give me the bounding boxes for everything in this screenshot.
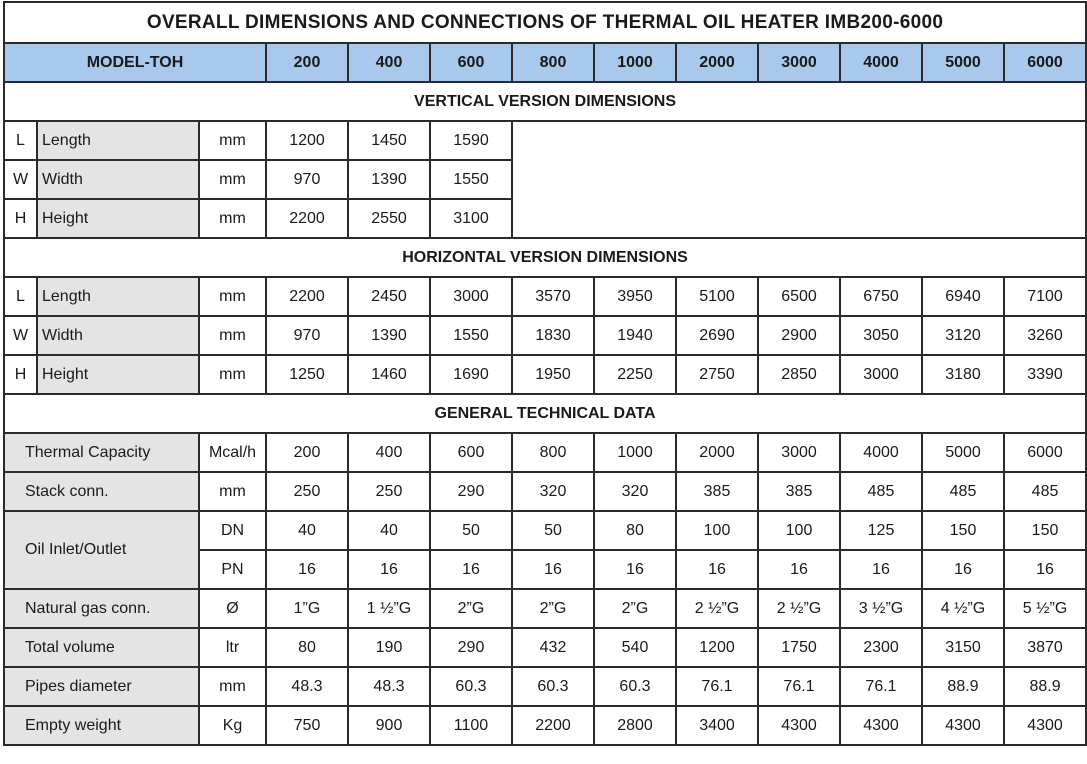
unit-cell: mm: [199, 667, 266, 706]
model-column-header: 600: [430, 43, 512, 82]
value-cell: 2550: [348, 199, 430, 238]
table-row: [4, 706, 1086, 745]
table-row: [4, 589, 1086, 628]
value-cell: 1550: [430, 160, 512, 199]
model-column-header: 200: [266, 43, 348, 82]
section-heading: GENERAL TECHNICAL DATA: [4, 394, 1086, 433]
value-cell: 4300: [922, 706, 1004, 745]
value-cell: 485: [840, 472, 922, 511]
model-column-header: 400: [348, 43, 430, 82]
value-cell: 16: [430, 550, 512, 589]
unit-cell: mm: [199, 277, 266, 316]
value-cell: 3100: [430, 199, 512, 238]
model-column-header: 3000: [758, 43, 840, 82]
value-cell: 385: [758, 472, 840, 511]
value-cell: 400: [348, 433, 430, 472]
value-cell: 2”G: [594, 589, 676, 628]
value-cell: 1100: [430, 706, 512, 745]
value-cell: 2900: [758, 316, 840, 355]
value-cell: 1200: [676, 628, 758, 667]
table-title: OVERALL DIMENSIONS AND CONNECTIONS OF THERMAL OIL HEATER IMB200-6000: [4, 2, 1086, 43]
model-column-header: 800: [512, 43, 594, 82]
section-heading-row: [4, 82, 1086, 121]
value-cell: 2750: [676, 355, 758, 394]
model-column-header: 4000: [840, 43, 922, 82]
value-cell: 7100: [1004, 277, 1086, 316]
table-row: [4, 667, 1086, 706]
unit-cell: DN: [199, 511, 266, 550]
section-heading-row: [4, 238, 1086, 277]
value-cell: 6750: [840, 277, 922, 316]
table-row: [4, 511, 1086, 550]
value-cell: 540: [594, 628, 676, 667]
value-cell: 2200: [512, 706, 594, 745]
value-cell: 88.9: [922, 667, 1004, 706]
value-cell: 200: [266, 433, 348, 472]
unit-cell: mm: [199, 121, 266, 160]
value-cell: 3260: [1004, 316, 1086, 355]
table-row: [4, 355, 1086, 394]
value-cell: 2250: [594, 355, 676, 394]
section-heading: HORIZONTAL VERSION DIMENSIONS: [4, 238, 1086, 277]
value-cell: 600: [430, 433, 512, 472]
value-cell: 2850: [758, 355, 840, 394]
table-row: [4, 472, 1086, 511]
value-cell: 50: [430, 511, 512, 550]
value-cell: 1000: [594, 433, 676, 472]
row-label: Pipes diameter: [4, 667, 199, 706]
value-cell: 2200: [266, 199, 348, 238]
value-cell: 16: [594, 550, 676, 589]
value-cell: 150: [922, 511, 1004, 550]
value-cell: 3150: [922, 628, 1004, 667]
value-cell: 5000: [922, 433, 1004, 472]
unit-cell: mm: [199, 355, 266, 394]
value-cell: 88.9: [1004, 667, 1086, 706]
value-cell: 190: [348, 628, 430, 667]
value-cell: 4000: [840, 433, 922, 472]
value-cell: 2 ½”G: [758, 589, 840, 628]
dimension-key: L: [4, 277, 37, 316]
value-cell: 485: [922, 472, 1004, 511]
value-cell: 800: [512, 433, 594, 472]
row-label: Oil Inlet/Outlet: [4, 511, 199, 589]
value-cell: 5100: [676, 277, 758, 316]
value-cell: 2 ½”G: [676, 589, 758, 628]
value-cell: 48.3: [266, 667, 348, 706]
value-cell: 750: [266, 706, 348, 745]
row-label: Stack conn.: [4, 472, 199, 511]
value-cell: 6000: [1004, 433, 1086, 472]
value-cell: 3000: [758, 433, 840, 472]
model-header: MODEL-TOH: [4, 43, 266, 82]
value-cell: 290: [430, 628, 512, 667]
value-cell: 2800: [594, 706, 676, 745]
value-cell: 76.1: [676, 667, 758, 706]
row-label: Width: [37, 160, 199, 199]
unit-cell: mm: [199, 160, 266, 199]
unit-cell: mm: [199, 472, 266, 511]
value-cell: 250: [266, 472, 348, 511]
dimension-key: L: [4, 121, 37, 160]
model-column-header: 6000: [1004, 43, 1086, 82]
value-cell: 1200: [266, 121, 348, 160]
value-cell: 1550: [430, 316, 512, 355]
unit-cell: Mcal/h: [199, 433, 266, 472]
value-cell: 3120: [922, 316, 1004, 355]
unit-cell: Ø: [199, 589, 266, 628]
value-cell: 1390: [348, 160, 430, 199]
value-cell: 60.3: [430, 667, 512, 706]
value-cell: 2200: [266, 277, 348, 316]
value-cell: 320: [512, 472, 594, 511]
value-cell: 3180: [922, 355, 1004, 394]
section-heading: VERTICAL VERSION DIMENSIONS: [4, 82, 1086, 121]
value-cell: 3000: [840, 355, 922, 394]
value-cell: 60.3: [512, 667, 594, 706]
section-heading-row: [4, 394, 1086, 433]
value-cell: 250: [348, 472, 430, 511]
value-cell: 2”G: [512, 589, 594, 628]
value-cell: 16: [676, 550, 758, 589]
row-label: Width: [37, 316, 199, 355]
model-column-header: 2000: [676, 43, 758, 82]
value-cell: 1”G: [266, 589, 348, 628]
value-cell: 150: [1004, 511, 1086, 550]
value-cell: 4300: [758, 706, 840, 745]
value-cell: 900: [348, 706, 430, 745]
value-cell: 125: [840, 511, 922, 550]
value-cell: 76.1: [840, 667, 922, 706]
row-label: Natural gas conn.: [4, 589, 199, 628]
value-cell: 3400: [676, 706, 758, 745]
value-cell: 1250: [266, 355, 348, 394]
value-cell: 40: [266, 511, 348, 550]
value-cell: 48.3: [348, 667, 430, 706]
value-cell: 3 ½”G: [840, 589, 922, 628]
value-cell: 80: [266, 628, 348, 667]
dimension-key: W: [4, 316, 37, 355]
value-cell: 16: [512, 550, 594, 589]
value-cell: 970: [266, 316, 348, 355]
table-row: [4, 628, 1086, 667]
dimension-key: H: [4, 355, 37, 394]
value-cell: 2300: [840, 628, 922, 667]
model-column-header: 1000: [594, 43, 676, 82]
table-row: [4, 433, 1086, 472]
value-cell: 485: [1004, 472, 1086, 511]
model-column-header: 5000: [922, 43, 1004, 82]
unit-cell: mm: [199, 316, 266, 355]
value-cell: 76.1: [758, 667, 840, 706]
value-cell: 60.3: [594, 667, 676, 706]
value-cell: 2”G: [430, 589, 512, 628]
value-cell: 2450: [348, 277, 430, 316]
value-cell: 5 ½”G: [1004, 589, 1086, 628]
value-cell: 970: [266, 160, 348, 199]
row-label: Height: [37, 355, 199, 394]
dimension-key: W: [4, 160, 37, 199]
value-cell: 3000: [430, 277, 512, 316]
value-cell: 16: [922, 550, 1004, 589]
table-row: [4, 121, 1086, 160]
unit-cell: PN: [199, 550, 266, 589]
empty-area: [512, 121, 1086, 238]
value-cell: 1950: [512, 355, 594, 394]
value-cell: 2690: [676, 316, 758, 355]
value-cell: 3870: [1004, 628, 1086, 667]
value-cell: 1690: [430, 355, 512, 394]
value-cell: 16: [348, 550, 430, 589]
value-cell: 16: [1004, 550, 1086, 589]
value-cell: 80: [594, 511, 676, 550]
value-cell: 1390: [348, 316, 430, 355]
table-row: [4, 316, 1086, 355]
value-cell: 1940: [594, 316, 676, 355]
value-cell: 1590: [430, 121, 512, 160]
value-cell: 100: [758, 511, 840, 550]
unit-cell: ltr: [199, 628, 266, 667]
unit-cell: Kg: [199, 706, 266, 745]
value-cell: 6500: [758, 277, 840, 316]
value-cell: 50: [512, 511, 594, 550]
value-cell: 40: [348, 511, 430, 550]
value-cell: 432: [512, 628, 594, 667]
value-cell: 16: [266, 550, 348, 589]
value-cell: 100: [676, 511, 758, 550]
value-cell: 16: [840, 550, 922, 589]
value-cell: 16: [758, 550, 840, 589]
value-cell: 3390: [1004, 355, 1086, 394]
value-cell: 1 ½”G: [348, 589, 430, 628]
dimension-key: H: [4, 199, 37, 238]
value-cell: 3570: [512, 277, 594, 316]
value-cell: 4300: [840, 706, 922, 745]
value-cell: 385: [676, 472, 758, 511]
row-label: Thermal Capacity: [4, 433, 199, 472]
value-cell: 3050: [840, 316, 922, 355]
value-cell: 4 ½”G: [922, 589, 1004, 628]
value-cell: 2000: [676, 433, 758, 472]
value-cell: 6940: [922, 277, 1004, 316]
row-label: Height: [37, 199, 199, 238]
value-cell: 290: [430, 472, 512, 511]
row-label: Total volume: [4, 628, 199, 667]
value-cell: 1460: [348, 355, 430, 394]
thermal-oil-heater-table: [3, 1, 1087, 746]
row-label: Length: [37, 277, 199, 316]
value-cell: 1450: [348, 121, 430, 160]
row-label: Length: [37, 121, 199, 160]
table-row: [4, 277, 1086, 316]
row-label: Empty weight: [4, 706, 199, 745]
value-cell: 1830: [512, 316, 594, 355]
value-cell: 3950: [594, 277, 676, 316]
unit-cell: mm: [199, 199, 266, 238]
value-cell: 320: [594, 472, 676, 511]
value-cell: 1750: [758, 628, 840, 667]
value-cell: 4300: [1004, 706, 1086, 745]
